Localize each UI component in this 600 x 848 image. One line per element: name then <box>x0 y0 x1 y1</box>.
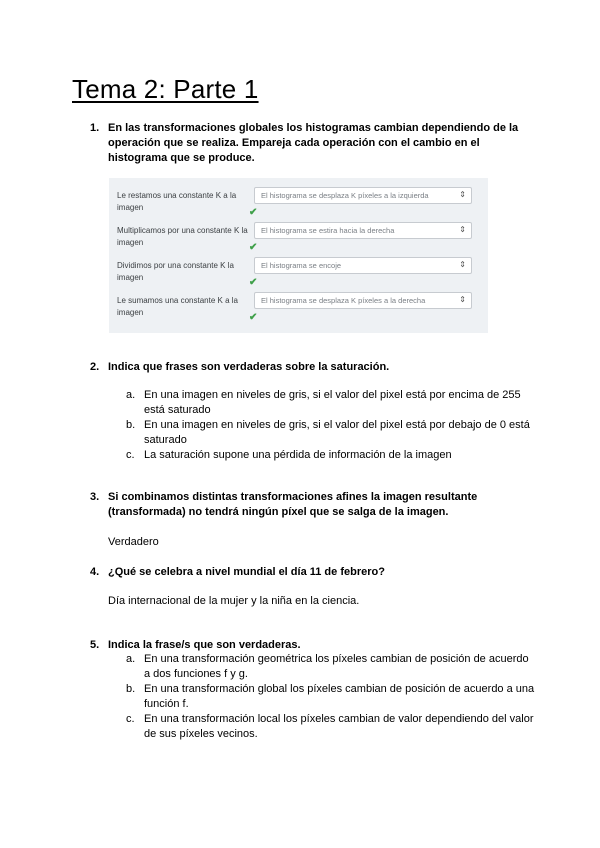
list-item <box>126 388 536 418</box>
question-number: 5. <box>90 639 100 651</box>
option-letter: a. <box>126 653 136 665</box>
check-icon: ✔ <box>249 277 258 288</box>
question-number: 2. <box>90 361 100 373</box>
option-letter: b. <box>126 683 136 695</box>
option-text: En una imagen en niveles de gris, si el valor del pixel está por encima de 255 está saturado <box>144 389 521 416</box>
matching-row <box>109 218 488 254</box>
check-icon: ✔ <box>249 242 258 253</box>
question-text: Indica que frases son verdaderas sobre la saturación. <box>108 361 390 373</box>
matching-select[interactable] <box>254 222 472 239</box>
question-4 <box>90 565 540 580</box>
matching-panel <box>109 178 488 333</box>
question-text: En las transformaciones globales los histogramas cambian dependiendo de la operación que se realiza. Empareja cada operación con el cambio en el histograma que se produce. <box>108 122 519 164</box>
matching-row <box>109 183 488 219</box>
option-text: En una transformación local los píxeles cambian de valor dependiendo del valor de sus píxeles vecinos. <box>144 713 534 740</box>
list-item <box>126 418 536 448</box>
select-arrows-icon: ⇕ <box>459 260 466 269</box>
option-list <box>126 652 536 742</box>
question-text: Indica la frase/s que son verdaderas. <box>108 639 301 651</box>
option-letter: b. <box>126 419 136 431</box>
option-letter: c. <box>126 449 135 461</box>
matching-label: Le restamos una constante K a la imagen <box>117 191 237 212</box>
matching-label: Dividimos por una constante K la imagen <box>117 261 234 282</box>
question-1 <box>90 121 540 166</box>
answer-text: Día internacional de la mujer y la niña en la ciencia. <box>108 595 360 607</box>
option-text: En una transformación geométrica los píxeles cambian de posición de acuerdo a dos funciones f y g. <box>144 653 529 680</box>
matching-select[interactable] <box>254 257 472 274</box>
list-item <box>126 448 536 463</box>
matching-label: Le sumamos una constante K a la imagen <box>117 296 238 317</box>
check-icon: ✔ <box>249 207 258 218</box>
list-item <box>126 652 536 682</box>
select-value: El histograma se encoje <box>261 261 342 270</box>
select-arrows-icon: ⇕ <box>459 295 466 304</box>
question-2 <box>90 360 540 375</box>
option-letter: c. <box>126 713 135 725</box>
option-list <box>126 388 536 463</box>
list-item <box>126 712 536 742</box>
matching-row <box>109 253 488 289</box>
question-text: Si combinamos distintas transformaciones afines la imagen resultante (transformada) no tendrá ningún píxel que se salga de la imagen. <box>108 491 478 518</box>
question-number: 3. <box>90 491 100 503</box>
list-item <box>126 682 536 712</box>
select-arrows-icon: ⇕ <box>459 190 466 199</box>
question-3 <box>90 490 540 520</box>
question-text: ¿Qué se celebra a nivel mundial el día 11 de febrero? <box>108 566 385 578</box>
select-arrows-icon: ⇕ <box>459 225 466 234</box>
matching-select[interactable] <box>254 187 472 204</box>
select-value: El histograma se estira hacia la derecha <box>261 226 395 235</box>
question-5 <box>90 638 540 653</box>
matching-row <box>109 288 488 324</box>
option-text: En una transformación global los píxeles cambian de posición de acuerdo a una función f. <box>144 683 535 710</box>
option-text: En una imagen en niveles de gris, si el valor del pixel está por debajo de 0 está saturado <box>144 419 530 446</box>
page-title: Tema 2: Parte 1 <box>72 74 259 104</box>
select-value: El histograma se desplaza K píxeles a la derecha <box>261 296 426 305</box>
answer-text: Verdadero <box>108 536 159 548</box>
check-icon: ✔ <box>249 312 258 323</box>
select-value: El histograma se desplaza K píxeles a la izquierda <box>261 191 429 200</box>
option-text: La saturación supone una pérdida de información de la imagen <box>144 449 452 461</box>
matching-label: Multiplicamos por una constante K la imagen <box>117 226 248 247</box>
question-number: 1. <box>90 122 100 134</box>
question-number: 4. <box>90 566 100 578</box>
option-letter: a. <box>126 389 136 401</box>
matching-select[interactable] <box>254 292 472 309</box>
